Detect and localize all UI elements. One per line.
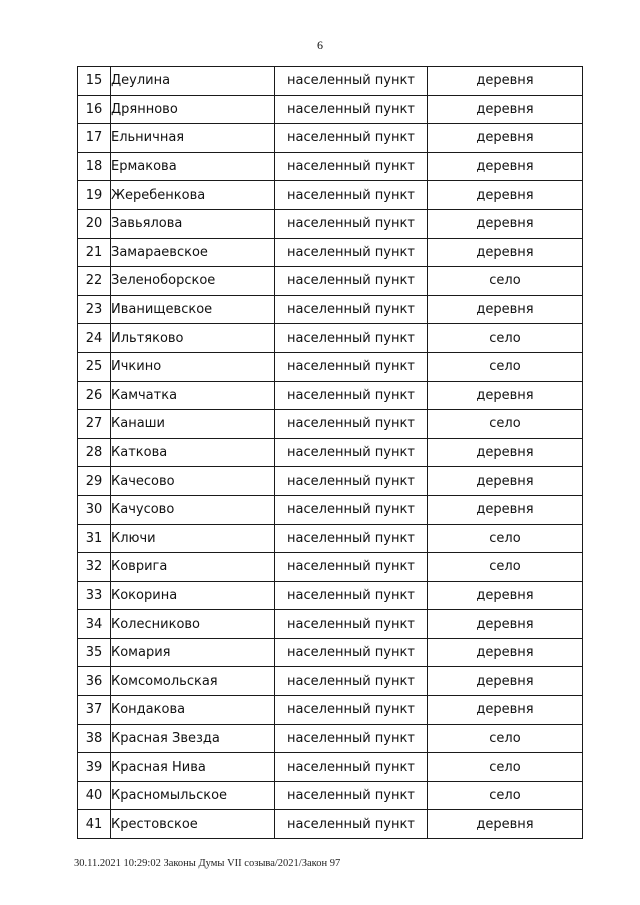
settlement-name-cell: Каткова: [111, 438, 275, 467]
settlement-kind-cell: деревня: [428, 696, 583, 725]
settlement-kind-cell: село: [428, 753, 583, 782]
settlement-kind-cell: деревня: [428, 295, 583, 324]
row-number-cell: 40: [78, 781, 111, 810]
row-number-cell: 22: [78, 267, 111, 296]
table-row: [78, 524, 583, 553]
row-number-cell: 21: [78, 238, 111, 267]
settlement-type-cell: населенный пункт: [275, 95, 428, 124]
table-row: [78, 295, 583, 324]
table-row: [78, 238, 583, 267]
settlement-type-cell: населенный пункт: [275, 267, 428, 296]
settlement-type-cell: населенный пункт: [275, 495, 428, 524]
row-number-cell: 16: [78, 95, 111, 124]
table-row: [78, 553, 583, 582]
settlement-kind-cell: деревня: [428, 181, 583, 210]
settlement-kind-cell: деревня: [428, 495, 583, 524]
table-row: [78, 724, 583, 753]
table-row: [78, 696, 583, 725]
table-row: [78, 124, 583, 153]
settlement-name-cell: Камчатка: [111, 381, 275, 410]
row-number-cell: 32: [78, 553, 111, 582]
settlement-kind-cell: село: [428, 410, 583, 439]
settlement-name-cell: Замараевское: [111, 238, 275, 267]
table-row: [78, 581, 583, 610]
settlement-kind-cell: село: [428, 724, 583, 753]
settlement-type-cell: населенный пункт: [275, 781, 428, 810]
settlement-type-cell: населенный пункт: [275, 810, 428, 839]
settlement-name-cell: Ильтяково: [111, 324, 275, 353]
row-number-cell: 20: [78, 209, 111, 238]
settlement-name-cell: Ельничная: [111, 124, 275, 153]
row-number-cell: 39: [78, 753, 111, 782]
settlement-name-cell: Красномыльское: [111, 781, 275, 810]
settlement-type-cell: населенный пункт: [275, 553, 428, 582]
row-number-cell: 37: [78, 696, 111, 725]
row-number-cell: 29: [78, 467, 111, 496]
settlement-name-cell: Комсомольская: [111, 667, 275, 696]
settlement-type-cell: населенный пункт: [275, 324, 428, 353]
settlement-type-cell: населенный пункт: [275, 67, 428, 96]
settlement-name-cell: Ермакова: [111, 152, 275, 181]
settlement-name-cell: Деулина: [111, 67, 275, 96]
settlement-type-cell: населенный пункт: [275, 181, 428, 210]
settlement-kind-cell: деревня: [428, 238, 583, 267]
settlement-name-cell: Иванищевское: [111, 295, 275, 324]
table-row: [78, 352, 583, 381]
settlement-kind-cell: деревня: [428, 67, 583, 96]
document-footer: 30.11.2021 10:29:02 Законы Думы VII созыва/2021/Закон 97: [74, 858, 341, 869]
settlement-type-cell: населенный пункт: [275, 467, 428, 496]
settlement-kind-cell: село: [428, 553, 583, 582]
settlement-type-cell: населенный пункт: [275, 410, 428, 439]
settlement-name-cell: Кондакова: [111, 696, 275, 725]
settlements-table-body: [78, 67, 583, 839]
table-row: [78, 152, 583, 181]
settlement-name-cell: Качусово: [111, 495, 275, 524]
settlement-name-cell: Зеленоборское: [111, 267, 275, 296]
settlement-name-cell: Жеребенкова: [111, 181, 275, 210]
settlement-kind-cell: село: [428, 524, 583, 553]
settlement-kind-cell: село: [428, 324, 583, 353]
settlement-type-cell: населенный пункт: [275, 295, 428, 324]
settlement-type-cell: населенный пункт: [275, 581, 428, 610]
table-row: [78, 267, 583, 296]
settlement-kind-cell: село: [428, 267, 583, 296]
settlement-name-cell: Красная Нива: [111, 753, 275, 782]
settlement-type-cell: населенный пункт: [275, 724, 428, 753]
table-row: [78, 209, 583, 238]
table-row: [78, 381, 583, 410]
table-row: [78, 638, 583, 667]
row-number-cell: 35: [78, 638, 111, 667]
settlement-name-cell: Колесниково: [111, 610, 275, 639]
settlement-kind-cell: деревня: [428, 638, 583, 667]
settlement-kind-cell: деревня: [428, 152, 583, 181]
table-row: [78, 410, 583, 439]
row-number-cell: 31: [78, 524, 111, 553]
settlement-kind-cell: деревня: [428, 810, 583, 839]
settlement-type-cell: населенный пункт: [275, 238, 428, 267]
row-number-cell: 41: [78, 810, 111, 839]
table-row: [78, 67, 583, 96]
settlement-name-cell: Канаши: [111, 410, 275, 439]
row-number-cell: 17: [78, 124, 111, 153]
settlement-type-cell: населенный пункт: [275, 209, 428, 238]
row-number-cell: 19: [78, 181, 111, 210]
table-row: [78, 495, 583, 524]
settlement-kind-cell: деревня: [428, 209, 583, 238]
table-row: [78, 781, 583, 810]
row-number-cell: 26: [78, 381, 111, 410]
row-number-cell: 25: [78, 352, 111, 381]
row-number-cell: 38: [78, 724, 111, 753]
row-number-cell: 24: [78, 324, 111, 353]
row-number-cell: 33: [78, 581, 111, 610]
row-number-cell: 34: [78, 610, 111, 639]
settlement-name-cell: Красная Звезда: [111, 724, 275, 753]
row-number-cell: 36: [78, 667, 111, 696]
settlement-kind-cell: деревня: [428, 95, 583, 124]
page-number: 6: [317, 38, 323, 52]
settlement-name-cell: Крестовское: [111, 810, 275, 839]
row-number-cell: 18: [78, 152, 111, 181]
settlement-type-cell: населенный пункт: [275, 124, 428, 153]
settlement-kind-cell: село: [428, 781, 583, 810]
settlement-name-cell: Качесово: [111, 467, 275, 496]
table-row: [78, 95, 583, 124]
settlement-name-cell: Кокорина: [111, 581, 275, 610]
settlement-type-cell: населенный пункт: [275, 524, 428, 553]
settlement-type-cell: населенный пункт: [275, 667, 428, 696]
settlement-kind-cell: деревня: [428, 610, 583, 639]
table-row: [78, 324, 583, 353]
row-number-cell: 15: [78, 67, 111, 96]
settlement-name-cell: Комария: [111, 638, 275, 667]
settlement-name-cell: Коврига: [111, 553, 275, 582]
settlement-kind-cell: деревня: [428, 381, 583, 410]
settlement-kind-cell: деревня: [428, 667, 583, 696]
row-number-cell: 23: [78, 295, 111, 324]
table-row: [78, 610, 583, 639]
settlement-kind-cell: деревня: [428, 124, 583, 153]
settlement-type-cell: населенный пункт: [275, 753, 428, 782]
settlement-name-cell: Ичкино: [111, 352, 275, 381]
settlement-type-cell: населенный пункт: [275, 696, 428, 725]
table-row: [78, 810, 583, 839]
settlement-type-cell: населенный пункт: [275, 638, 428, 667]
table-row: [78, 181, 583, 210]
settlement-name-cell: Завьялова: [111, 209, 275, 238]
table-row: [78, 667, 583, 696]
settlement-kind-cell: деревня: [428, 467, 583, 496]
settlements-table: [77, 66, 583, 839]
settlement-type-cell: населенный пункт: [275, 381, 428, 410]
settlement-kind-cell: деревня: [428, 581, 583, 610]
row-number-cell: 30: [78, 495, 111, 524]
row-number-cell: 28: [78, 438, 111, 467]
settlement-name-cell: Ключи: [111, 524, 275, 553]
settlement-type-cell: населенный пункт: [275, 352, 428, 381]
table-row: [78, 438, 583, 467]
settlement-kind-cell: деревня: [428, 438, 583, 467]
table-row: [78, 753, 583, 782]
settlement-type-cell: населенный пункт: [275, 610, 428, 639]
row-number-cell: 27: [78, 410, 111, 439]
settlement-name-cell: Дрянново: [111, 95, 275, 124]
settlement-type-cell: населенный пункт: [275, 152, 428, 181]
settlement-kind-cell: село: [428, 352, 583, 381]
settlement-type-cell: населенный пункт: [275, 438, 428, 467]
table-row: [78, 467, 583, 496]
